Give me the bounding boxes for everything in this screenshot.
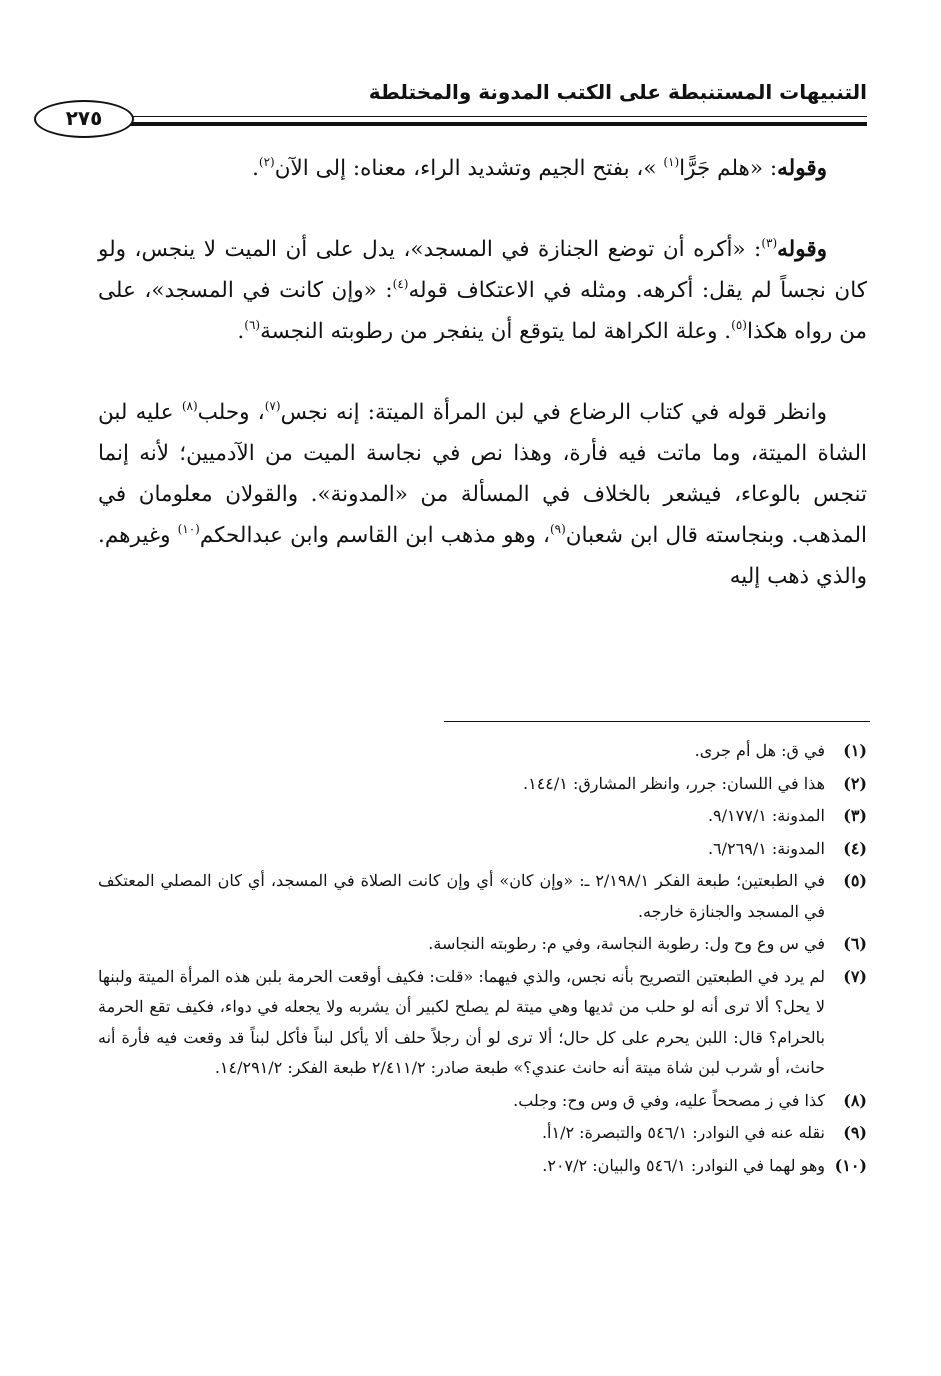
paragraph bbox=[98, 229, 867, 352]
footnote-number: (١٠) bbox=[834, 1155, 867, 1175]
footnote-text: هذا في اللسان: جرر، وانظر المشارق: ١٤٤/١. bbox=[523, 773, 825, 793]
footnote-number: (٣) bbox=[843, 806, 867, 825]
footnote-item bbox=[98, 929, 867, 960]
footnote-ref: (٦) bbox=[244, 318, 261, 332]
header-double-rule bbox=[96, 116, 867, 130]
footnote-number: (٢) bbox=[843, 773, 867, 793]
text-run: »، بفتح الجيم وتشديد الراء، معناه: إلى الآن bbox=[274, 156, 664, 181]
footnote-ref: (٤) bbox=[392, 277, 409, 291]
footnote-text: لم يرد في الطبعتين التصريح بأنه نجس، والذي فيهما: «قلت: فكيف أوقعت الحرمة بلبن هذه المرأة الميتة ولبنها لا يحل؟ ألا ترى أنه لو حلب من ثديها وهي ميتة لم يصلح لكبير أن يشربه ولا يجعله في دواء، فكيف تقع الحرمة بالحرام؟ قال: اللبن يحرم على كل حال؛ ألا ترى لو أن رجلاً حلف ألا يأكل لبناً فأكل لبناً قد وقعت فيه فأرة أنه حانث، أو شرب لبن شاة ميتة أنه حانث عندي؟» طبعة صادر: ٢/٤١١/٢ طبعة الفكر: ١٤/٢٩١/٢. bbox=[98, 966, 825, 1077]
footnote-number: (٨) bbox=[843, 1090, 867, 1110]
footnote-ref: (٨) bbox=[181, 399, 198, 413]
paragraph bbox=[98, 148, 867, 189]
footnote-ref: (١٠) bbox=[177, 522, 200, 536]
text-run: . وعلة الكراهة لما يتوقع أن ينفجر من رطوبته النجسة bbox=[260, 319, 732, 344]
paragraph-lead-word: وقوله bbox=[777, 156, 827, 181]
page-header bbox=[96, 80, 867, 134]
footnote-item bbox=[98, 962, 867, 1084]
footnote-item bbox=[98, 834, 867, 865]
text-run: وغيرهم. والذي ذهب إليه bbox=[98, 523, 867, 589]
paragraph bbox=[98, 392, 867, 597]
footnote-text: في ق: هل أم جرى. bbox=[694, 741, 825, 760]
footnote-number: (١) bbox=[843, 741, 867, 760]
paragraph-lead-word: وقوله bbox=[777, 237, 827, 262]
footnote-item bbox=[98, 1118, 867, 1149]
text-run: ، وحلب bbox=[197, 400, 265, 425]
footnote-number: (٧) bbox=[843, 966, 867, 986]
footnote-separator bbox=[444, 721, 870, 722]
footnote-ref: (٥) bbox=[731, 318, 747, 332]
footnote-item bbox=[98, 801, 867, 832]
footnote-text: كذا في ز مصححاً عليه، وفي ق وس وح: وجلب. bbox=[513, 1090, 825, 1110]
footnote-number: (٩) bbox=[843, 1123, 867, 1142]
text-run: ، وهو مذهب ابن القاسم وابن عبدالحكم bbox=[199, 523, 550, 548]
footnote-ref: (٩) bbox=[549, 522, 566, 536]
text-run: : «وإن كانت في المسجد»، على من رواه هكذا bbox=[98, 278, 867, 344]
text-run: عليه لبن الشاة الميتة، وما ماتت فيه فأرة، وهذا نص في نجاسة الميت من الآدميين؛ لأنه إنما تنجس بالوعاء، فيشعر بالخلاف في المسألة من «المدونة». والقولان معلومان في المذهب. وبنجاسته قال ابن شعبان bbox=[98, 400, 867, 548]
text-run: . bbox=[237, 319, 245, 344]
text-run: : «أكره أن توضع الجنازة في المسجد»، يدل على أن الميت لا ينجس، ولو كان نجساً لم يقل: أكرهه. ومثله في الاعتكاف قوله bbox=[98, 237, 867, 303]
footnote-number: (٦) bbox=[843, 934, 867, 953]
footnote-ref: (٣) bbox=[761, 236, 778, 250]
text-run: وانظر قوله في كتاب الرضاع في لبن المرأة الميتة: إنه نجس bbox=[280, 400, 827, 425]
footnote-ref: (٧) bbox=[264, 399, 281, 413]
footnote-text: نقله عنه في النوادر: ٥٤٦/١ والتبصرة: ١/٢أ. bbox=[541, 1123, 825, 1142]
footnote-item bbox=[98, 1151, 867, 1182]
footnote-text: في الطبعتين؛ طبعة الفكر ٢/١٩٨/١ ـ: «وإن كان» أي وإن كانت الصلاة في المسجد، أي كان المصلي المعتكف في المسجد والجنازة خارجه. bbox=[98, 871, 825, 921]
footnote-text: المدونة: ٦/٢٦٩/١. bbox=[707, 838, 825, 858]
running-title: التنبيهات المستنبطة على الكتب المدونة والمختلطة bbox=[368, 80, 867, 104]
page-number-badge: ٢٧٥ bbox=[34, 100, 134, 138]
footnote-number: (٥) bbox=[843, 871, 867, 890]
footnote-text: المدونة: ٩/١٧٧/١. bbox=[707, 806, 825, 825]
footnote-text: في س وع وح ول: رطوبة النجاسة، وفي م: رطوبته النجاسة. bbox=[428, 934, 825, 953]
footnote-ref: (٢) bbox=[258, 155, 275, 169]
footnote-item bbox=[98, 736, 867, 767]
text-run: : «هلم جَرًّا bbox=[679, 156, 778, 181]
header-rule-thick bbox=[96, 122, 867, 126]
footnote-ref: (١) bbox=[663, 155, 680, 169]
footnotes-list bbox=[98, 736, 867, 1183]
footnote-item bbox=[98, 769, 867, 800]
main-text bbox=[98, 148, 867, 597]
text-run: . bbox=[252, 156, 259, 181]
footnote-item bbox=[98, 1086, 867, 1117]
footnote-number: (٤) bbox=[843, 838, 867, 858]
footnote-text: وهو لهما في النوادر: ٥٤٦/١ والبيان: ٢٠٧/٢. bbox=[542, 1155, 825, 1175]
footnote-item bbox=[98, 866, 867, 927]
header-rule-thin bbox=[96, 116, 867, 117]
